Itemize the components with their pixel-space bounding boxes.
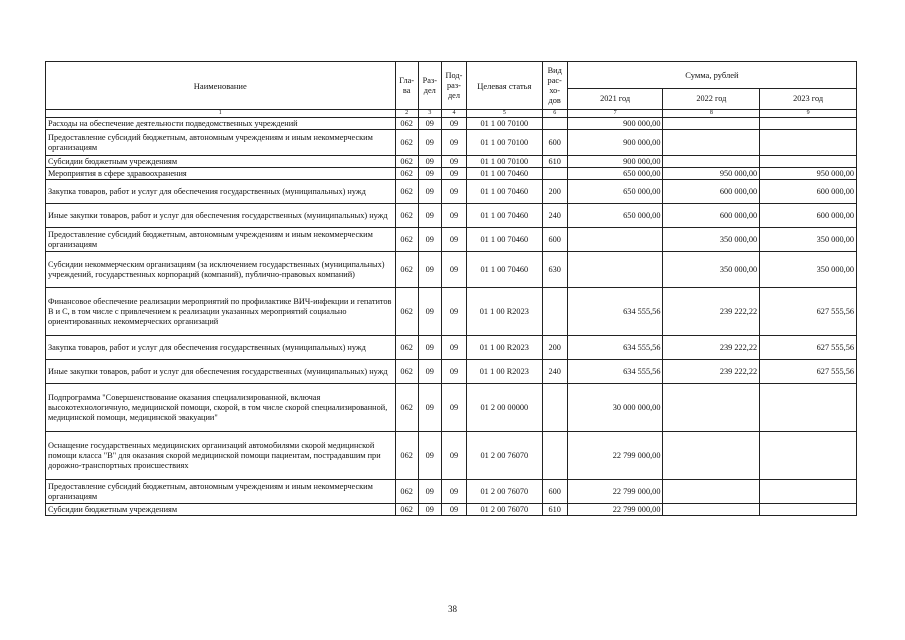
row-amount-2023: 627 555,56: [760, 360, 857, 384]
row-amount-2023: 627 555,56: [760, 288, 857, 336]
row-amount-2022: [663, 480, 760, 504]
row-name: Предоставление субсидий бюджетным, автономным учреждениям и иным некоммерческим организациям: [46, 480, 396, 504]
row-amount-2023: 350 000,00: [760, 252, 857, 288]
row-amount-2023: [760, 480, 857, 504]
row-amount-2023: 950 000,00: [760, 168, 857, 180]
row-vid: 200: [542, 180, 567, 204]
row-glava: 062: [395, 168, 418, 180]
row-razdel: 09: [418, 504, 441, 516]
header-summa: Сумма, рублей: [567, 62, 856, 89]
column-number: 5: [467, 110, 543, 118]
row-name: Закупка товаров, работ и услуг для обеспечения государственных (муниципальных) нужд: [46, 180, 396, 204]
row-razdel: 09: [418, 288, 441, 336]
row-razdel: 09: [418, 360, 441, 384]
row-amount-2023: 350 000,00: [760, 228, 857, 252]
row-razdel: 09: [418, 228, 441, 252]
row-amount-2023: [760, 130, 857, 156]
row-glava: 062: [395, 384, 418, 432]
row-name: Субсидии бюджетным учреждениям: [46, 504, 396, 516]
row-name: Расходы на обеспечение деятельности подведомственных учреждений: [46, 118, 396, 130]
header-year-2022: 2022 год: [663, 89, 760, 110]
row-amount-2022: 350 000,00: [663, 252, 760, 288]
row-amount-2023: 627 555,56: [760, 336, 857, 360]
row-target: 01 1 00 70100: [467, 118, 543, 130]
row-podrazdel: 09: [441, 288, 466, 336]
row-target: 01 1 00 R2023: [467, 288, 543, 336]
row-amount-2023: 600 000,00: [760, 180, 857, 204]
row-glava: 062: [395, 480, 418, 504]
column-number: 1: [46, 110, 396, 118]
column-number: 7: [567, 110, 663, 118]
row-podrazdel: 09: [441, 156, 466, 168]
row-podrazdel: 09: [441, 130, 466, 156]
row-amount-2023: [760, 504, 857, 516]
row-amount-2023: [760, 384, 857, 432]
row-vid: [542, 118, 567, 130]
row-amount-2021: 634 555,56: [567, 288, 663, 336]
row-name: Иные закупки товаров, работ и услуг для обеспечения государственных (муниципальных) нужд: [46, 360, 396, 384]
row-podrazdel: 09: [441, 336, 466, 360]
table-row: [46, 384, 857, 432]
header-vid: Вид рас-хо-дов: [542, 62, 567, 110]
row-podrazdel: 09: [441, 180, 466, 204]
row-podrazdel: 09: [441, 252, 466, 288]
row-glava: 062: [395, 118, 418, 130]
row-glava: 062: [395, 432, 418, 480]
row-target: 01 1 00 70460: [467, 228, 543, 252]
row-name: Финансовое обеспечение реализации мероприятий по профилактике ВИЧ-инфекции и гепатитов B и C, в том числе с привлечением к реализации указанных мероприятий социально ориентированных некоммерческих организаций: [46, 288, 396, 336]
table-row: [46, 432, 857, 480]
row-podrazdel: 09: [441, 432, 466, 480]
row-razdel: 09: [418, 118, 441, 130]
row-amount-2021: 650 000,00: [567, 168, 663, 180]
header-year-2023: 2023 год: [760, 89, 857, 110]
row-glava: 062: [395, 204, 418, 228]
row-glava: 062: [395, 130, 418, 156]
row-amount-2023: 600 000,00: [760, 204, 857, 228]
row-target: 01 2 00 00000: [467, 384, 543, 432]
row-amount-2022: [663, 118, 760, 130]
table-row: [46, 118, 857, 130]
row-target: 01 1 00 70460: [467, 180, 543, 204]
row-razdel: 09: [418, 432, 441, 480]
table-row: [46, 228, 857, 252]
row-podrazdel: 09: [441, 480, 466, 504]
table-row: [46, 480, 857, 504]
row-name: Закупка товаров, работ и услуг для обеспечения государственных (муниципальных) нужд: [46, 336, 396, 360]
row-amount-2023: [760, 432, 857, 480]
row-amount-2021: 650 000,00: [567, 180, 663, 204]
table-row: [46, 504, 857, 516]
row-vid: 600: [542, 480, 567, 504]
table-row: [46, 156, 857, 168]
header-podrazdel: Под-раз-дел: [441, 62, 466, 110]
row-name: Оснащение государственных медицинских организаций автомобилями скорой медицинской помощи класса "B" для оказания скорой медицинской помощи пациентам, пострадавшим при дорожно-транспортных происшествиях: [46, 432, 396, 480]
row-amount-2021: 30 000 000,00: [567, 384, 663, 432]
row-name: Предоставление субсидий бюджетным, автономным учреждениям и иным некоммерческим организациям: [46, 228, 396, 252]
row-vid: [542, 288, 567, 336]
table-row: [46, 180, 857, 204]
row-name: Субсидии некоммерческим организациям (за исключением государственных (муниципальных) учреждений, государственных корпораций (компаний), публично-правовых компаний): [46, 252, 396, 288]
row-amount-2021: 634 555,56: [567, 360, 663, 384]
row-podrazdel: 09: [441, 384, 466, 432]
table-row: [46, 360, 857, 384]
row-target: 01 1 00 R2023: [467, 336, 543, 360]
row-amount-2021: [567, 252, 663, 288]
row-razdel: 09: [418, 336, 441, 360]
row-podrazdel: 09: [441, 118, 466, 130]
row-glava: 062: [395, 288, 418, 336]
header-name: Наименование: [46, 62, 396, 110]
row-target: 01 1 00 70460: [467, 168, 543, 180]
column-number: 4: [441, 110, 466, 118]
row-vid: 610: [542, 504, 567, 516]
row-razdel: 09: [418, 204, 441, 228]
row-target: 01 1 00 R2023: [467, 360, 543, 384]
row-name: Подпрограмма "Совершенствование оказания специализированной, включая высокотехнологичную, медицинской помощи, скорой, в том числе скорой специализированной, медицинской помощи, медицинской эвакуации": [46, 384, 396, 432]
row-amount-2021: 650 000,00: [567, 204, 663, 228]
row-amount-2022: 239 222,22: [663, 360, 760, 384]
row-vid: [542, 432, 567, 480]
row-glava: 062: [395, 252, 418, 288]
row-amount-2023: [760, 156, 857, 168]
row-target: 01 2 00 76070: [467, 432, 543, 480]
table-row: [46, 204, 857, 228]
row-vid: 240: [542, 360, 567, 384]
row-razdel: 09: [418, 252, 441, 288]
row-glava: 062: [395, 180, 418, 204]
table-row: [46, 168, 857, 180]
row-target: 01 1 00 70460: [467, 252, 543, 288]
row-target: 01 2 00 76070: [467, 504, 543, 516]
header-glava: Гла-ва: [395, 62, 418, 110]
row-vid: 600: [542, 130, 567, 156]
row-glava: 062: [395, 360, 418, 384]
row-razdel: 09: [418, 156, 441, 168]
row-podrazdel: 09: [441, 204, 466, 228]
column-number: 8: [663, 110, 760, 118]
row-podrazdel: 09: [441, 504, 466, 516]
row-target: 01 1 00 70100: [467, 130, 543, 156]
row-target: 01 2 00 76070: [467, 480, 543, 504]
row-razdel: 09: [418, 168, 441, 180]
row-amount-2021: 900 000,00: [567, 130, 663, 156]
row-vid: 600: [542, 228, 567, 252]
row-glava: 062: [395, 156, 418, 168]
page-number: 38: [448, 604, 457, 614]
row-vid: 200: [542, 336, 567, 360]
row-amount-2022: 239 222,22: [663, 336, 760, 360]
row-glava: 062: [395, 504, 418, 516]
table-row: [46, 130, 857, 156]
row-podrazdel: 09: [441, 360, 466, 384]
row-amount-2022: [663, 156, 760, 168]
row-amount-2021: 22 799 000,00: [567, 504, 663, 516]
row-amount-2021: [567, 228, 663, 252]
row-razdel: 09: [418, 480, 441, 504]
row-name: Мероприятия в сфере здравоохранения: [46, 168, 396, 180]
row-amount-2022: [663, 384, 760, 432]
column-number: 6: [542, 110, 567, 118]
row-amount-2021: 22 799 000,00: [567, 480, 663, 504]
row-amount-2023: [760, 118, 857, 130]
header-target: Целевая статья: [467, 62, 543, 110]
row-name: Субсидии бюджетным учреждениям: [46, 156, 396, 168]
row-vid: 630: [542, 252, 567, 288]
row-name: Иные закупки товаров, работ и услуг для обеспечения государственных (муниципальных) нужд: [46, 204, 396, 228]
row-razdel: 09: [418, 384, 441, 432]
row-glava: 062: [395, 336, 418, 360]
row-target: 01 1 00 70100: [467, 156, 543, 168]
row-amount-2021: 900 000,00: [567, 156, 663, 168]
row-amount-2022: 600 000,00: [663, 180, 760, 204]
row-podrazdel: 09: [441, 168, 466, 180]
column-number: 2: [395, 110, 418, 118]
column-number-row: [46, 110, 857, 118]
row-amount-2022: 600 000,00: [663, 204, 760, 228]
row-amount-2021: 900 000,00: [567, 118, 663, 130]
row-vid: 240: [542, 204, 567, 228]
row-amount-2021: 22 799 000,00: [567, 432, 663, 480]
row-amount-2021: 634 555,56: [567, 336, 663, 360]
budget-table: [45, 61, 857, 516]
row-target: 01 1 00 70460: [467, 204, 543, 228]
header-year-2021: 2021 год: [567, 89, 663, 110]
table-row: [46, 288, 857, 336]
row-amount-2022: 350 000,00: [663, 228, 760, 252]
header-razdel: Раз-дел: [418, 62, 441, 110]
table-row: [46, 336, 857, 360]
row-amount-2022: [663, 130, 760, 156]
column-number: 3: [418, 110, 441, 118]
table-row: [46, 252, 857, 288]
row-vid: [542, 384, 567, 432]
row-amount-2022: [663, 504, 760, 516]
row-podrazdel: 09: [441, 228, 466, 252]
row-name: Предоставление субсидий бюджетным, автономным учреждениям и иным некоммерческим организациям: [46, 130, 396, 156]
row-amount-2022: 239 222,22: [663, 288, 760, 336]
row-razdel: 09: [418, 130, 441, 156]
row-vid: 610: [542, 156, 567, 168]
row-vid: [542, 168, 567, 180]
row-razdel: 09: [418, 180, 441, 204]
row-amount-2022: 950 000,00: [663, 168, 760, 180]
column-number: 9: [760, 110, 857, 118]
row-amount-2022: [663, 432, 760, 480]
row-glava: 062: [395, 228, 418, 252]
